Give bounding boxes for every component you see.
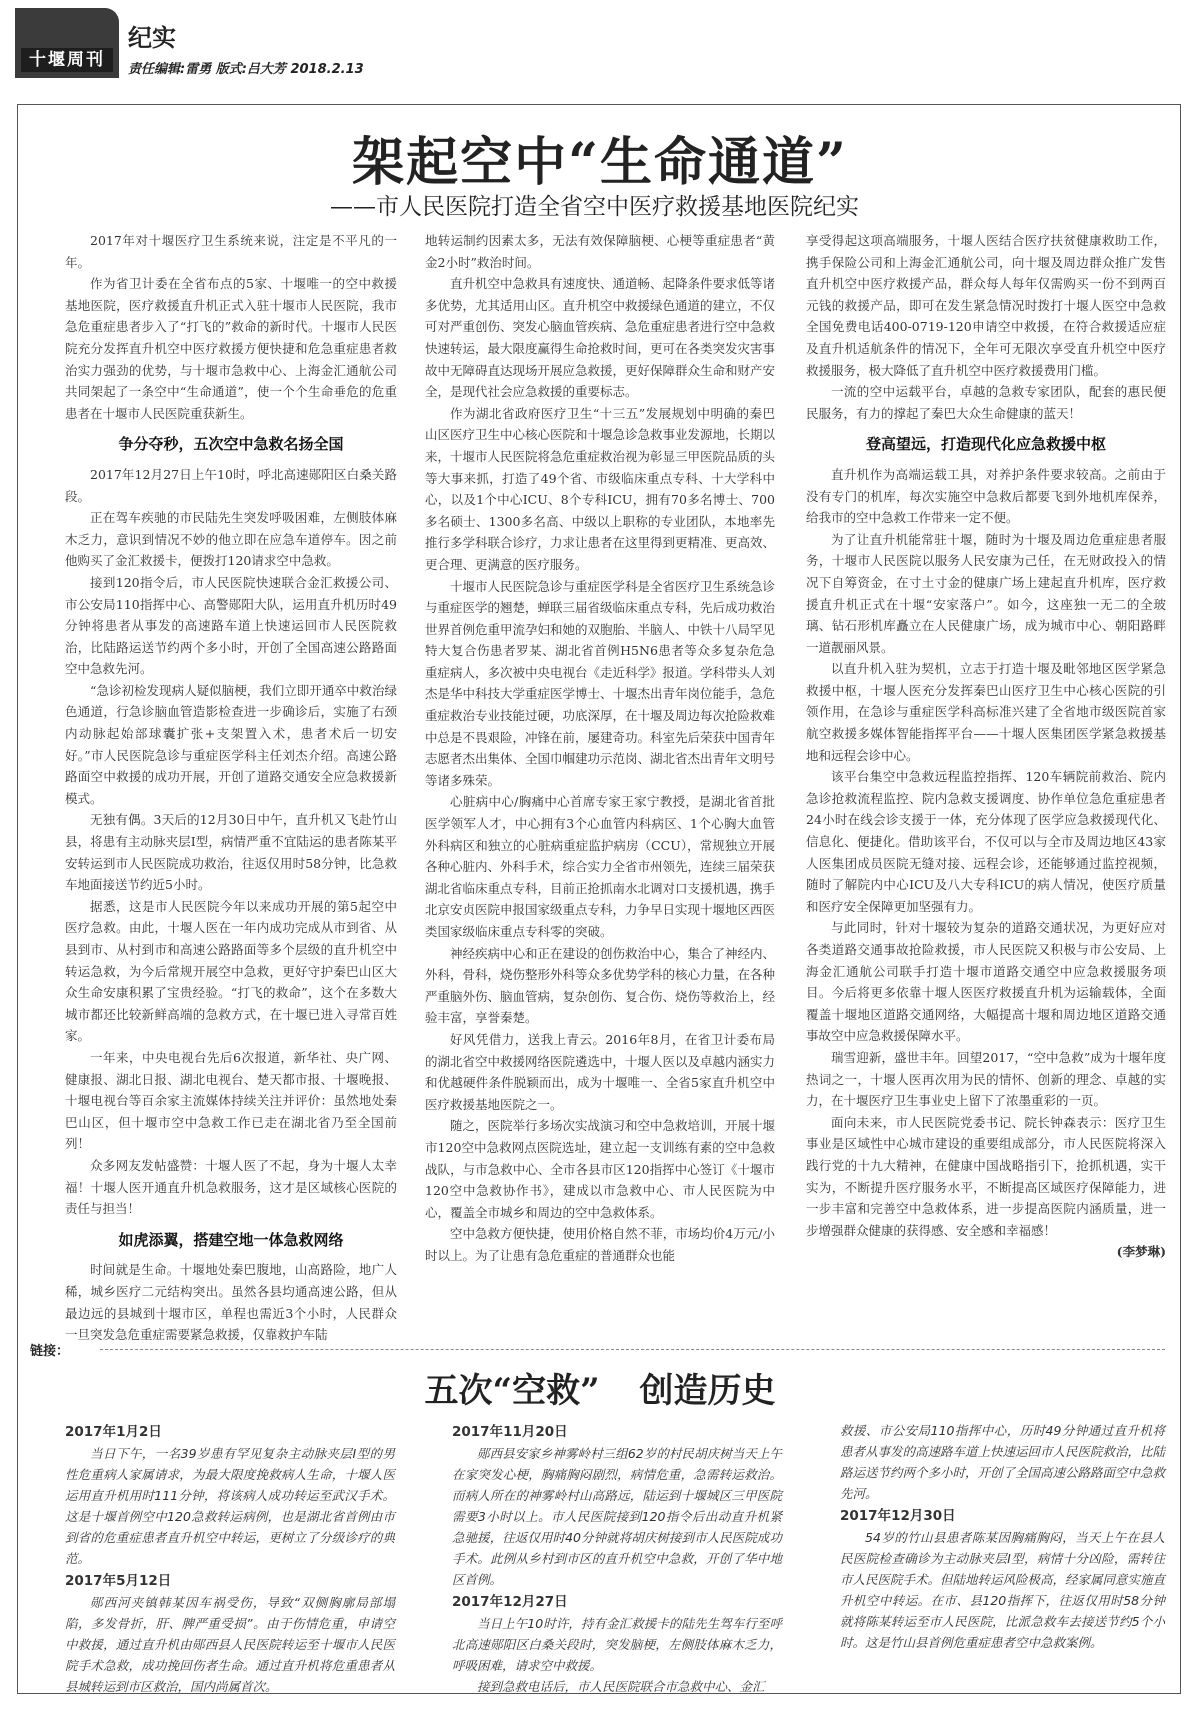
sidebar-column-2 <box>452 1420 782 1694</box>
section-heading: 如虎添翼，搭建空地一体急救网络 <box>118 1230 344 1249</box>
logo-text: 十堰周刊 <box>21 48 113 72</box>
sidebar-title-part1: 五次“空救” <box>424 1371 600 1411</box>
section-heading: 登高望远，打造现代化应急救援中枢 <box>865 435 1106 454</box>
section-heading: 争分夺秒，五次空中急救名扬全国 <box>118 435 344 454</box>
masthead <box>15 8 415 78</box>
paragraph: 享受得起这项高端服务，十堰人医结合医疗扶贫健康救助工作，携手保险公司和上海金汇通航公司，向十堰及周边群众推广发售直升机空中医疗救援产品，群众每人每年仅需购买一份不到两百元钱的救援产品，即可在发生紧急情况时拨打十堰人医空中急救全国免费电话400-0719-120申请空中救援，在符合救援适应症及直升机适航条件的情况下，全年可无限次享受直升机空中医疗救援服务，极大降低了直升机空中医疗救援费用门槛。 <box>806 233 1166 378</box>
paragraph: 直升机空中急救具有速度快、通道畅、起降条件要求低等诸多优势，尤其适用山区。直升机空中救援绿色通道的建立，不仅可对严重创伤、突发心脑血管疾病、急危重症患者进行空中急救快速转运，最大限度赢得生命抢救时间，更可在各类突发灾害事故中无障碍直达现场开展应急救援，更好保障群众生命和财产安全，是现代社会应急救援的重要标志。 <box>425 276 776 400</box>
article-column-2 <box>425 230 775 1315</box>
paragraph: 随之，医院举行多场次实战演习和空中急救培训，开展十堰市120空中急救网点医院选址，建立起一支训练有素的空中急救战队，与市急救中心、全市各县市区120指挥中心签订《十堰市120空中急救协作书》，建成以市急救中心、市人民医院为中心，覆盖全市城乡和周边的空中急救体系。 <box>425 1118 776 1220</box>
paragraph: 神经疾病中心和正在建设的创伤救治中心，集合了神经内、外科，骨科，烧伤整形外科等众多优势学科的核心力量，在各种严重脑外伤、脑血管病，复杂创伤、复合伤、烧伤等救治上，经验丰富，享誉秦楚。 <box>425 945 776 1026</box>
paragraph: 直升机作为高端运载工具，对养护条件要求较高。之前由于没有专门的机库，每次实施空中急救后都要飞到外地机库保养，给我市的空中急救工作带来一定不便。 <box>806 466 1166 526</box>
paragraph: 心脏病中心/胸痛中心首席专家王家宁教授，是湖北省首批医学领军人才，中心拥有3个心血管内科病区、1个心胸大血管外科病区和独立的心脏病重症监护病房（CCU），常规独立开展各种心脏内、外科手术，综合实力全省市州领先，连续三届荣获湖北省临床重点专科，目前正抢抓南水北调对口支援机遇，携手北京安贞医院申报国家级重点专科，力争早日实现十堰地区西医类国家级临床重点专科零的突破。 <box>425 794 776 939</box>
paragraph: 以直升机入驻为契机，立志于打造十堰及毗邻地区医学紧急救援中枢，十堰人医充分发挥秦巴山医疗卫生中心核心医院的引领作用，在急诊与重症医学科高标准兴建了全省地市级医院首家航空救援多媒体智能指挥平台——十堰人医集团医学紧急救援基地和远程会诊中心。 <box>806 661 1166 763</box>
paragraph: 作为湖北省政府医疗卫生“十三五”发展规划中明确的秦巴山区医疗卫生中心核心医院和十堰急诊急救事业发源地，长期以来，十堰市人民医院将急危重症救治视为彰显三甲医院品质的头等大事来抓，打造了49个省、市级临床重点专科、十大学科中心，以及1个中心ICU、8个专科ICU，拥有70多名博士、700多名硕士、1300多名高、中级以上职称的专业团队，本地率先推行多学科联合诊疗，力求让患者在这里得到更精准、更高效、更合理、更满意的医疗服务。 <box>425 405 776 572</box>
paragraph: 与此同时，针对十堰较为复杂的道路交通状况，为更好应对各类道路交通事故抢险救援，市人民医院又积极与市公安局、上海金汇通航公司联手打造十堰市道路交通空中应急救援服务项目。今后将更多依靠十堰人医医疗救援直升机为运输载体，全面覆盖十堰地区道路交通网络，大幅提高十堰和周边地区道路交通事故空中应急救援保障水平。 <box>806 920 1166 1044</box>
article-column-1 <box>65 230 397 1343</box>
paragraph: 正在驾车疾驰的市民陆先生突发呼吸困难，左侧肢体麻木乏力，意识到情况不妙的他立即在应急车道停车。因之前他购买了金汇救援卡，便拨打120请求空中急救。 <box>65 510 397 569</box>
paragraph: 接到120指令后，市人民医院快速联合金汇救援公司、市公安局110指挥中心、高警郧阳大队，运用直升机历时49分钟将患者从事发的高速路车道上快速运回市人民医院救治，比陆路运送节约两个多小时，开创了全国高速公路路面空中急救先河。 <box>65 574 397 677</box>
sidebar-title <box>0 1363 1200 1412</box>
paragraph: 2017年对十堰医疗卫生系统来说，注定是不平凡的一年。 <box>65 233 397 270</box>
paragraph: 54岁的竹山县患者陈某因胸痛胸闷，当天上午在县人民医院检查确诊为主动脉夹层Ⅰ型，病情十分凶险，需转往市人民医院手术。但陆地转运风险极高，经家属同意实施直升机空中转运。在市、县120指挥下，往返仅用时58分钟就将陈某转运至市人民医院，比派急救车去接送节约5个小时。这是竹山县首例危重症患者空中急救案例。 <box>840 1530 1166 1650</box>
event-date: 2017年11月20日 <box>452 1424 568 1440</box>
paragraph: 时间就是生命。十堰地处秦巴腹地，山高路险，地广人稀，城乡医疗二元结构突出。虽然各县均通高速公路，但从最边远的县城到十堰市区，单程也需近3个小时，人民群众一旦突发急危重症需要紧急救援，仅靠救护车陆 <box>65 1262 397 1343</box>
article-title: 架起空中“生命通道” <box>352 132 848 193</box>
article-column-3 <box>806 230 1166 1315</box>
event-date: 2017年5月12日 <box>65 1573 172 1589</box>
paragraph: “急诊初检发现病人疑似脑梗，我们立即开通卒中救治绿色通道，行急诊脑血管造影检查进一步确诊后，实施了右颈内动脉起始部球囊扩张+支架置入术，患者术后一切安好。”市人民医院急诊与重症医学科主任刘杰介绍。高速公路路面空中救援的成功开展，开创了道路交通安全应急救援新模式。 <box>65 682 397 806</box>
paragraph: 据悉，这是市人民医院今年以来成功开展的第5起空中医疗急救。由此，十堰人医在一年内成功完成从市到省、从县到市、从村到市和高速公路路面等多个层级的直升机空中转运急救，为今后常规开展空中急救，更好守护秦巴山区大众生命安康积累了宝贵经验。“打飞的救命”，这个在多数大城市都还比较新鲜高端的急救方式，在十堰已进入寻常百姓家。 <box>65 898 397 1044</box>
paragraph: 面向未来，市人民医院党委书记、院长钟森表示：医疗卫生事业是区域性中心城市建设的重要组成部分，市人民医院将深入践行党的十九大精神，在健康中国战略指引下，抢抓机遇，实干实为，不断提升医疗服务水平，不断提高区域医疗保障能力，进一步丰富和完善空中急救体系，进一步提高医院内涵质量，进一步增强群众健康的获得感、安全感和幸福感！ <box>806 1114 1166 1238</box>
paragraph: 该平台集空中急救远程监控指挥、120车辆院前救治、院内急诊抢救流程监控、院内急救支援调度、协作单位急危重症患者24小时在线会诊支援于一体，充分体现了医学应急救援现代化、信息化、便捷化。借助该平台，不仅可以与全市及周边地区43家人医集团成员医院无缝对接、远程会诊，还能够通过监控视频，随时了解院内中心ICU及八大专科ICU的病人情况，使医疗质量和医疗安全保障更加坚强有力。 <box>806 769 1166 914</box>
newspaper-logo <box>15 8 119 78</box>
paragraph: 众多网友发帖盛赞：十堰人医了不起，身为十堰人太幸福！十堰人医开通直升机急救服务，这才是区域核心医院的责任与担当！ <box>65 1157 397 1217</box>
paragraph: 当日上午10时许，持有金汇救援卡的陆先生驾车行至呼北高速郧阳区白桑关段时，突发脑梗，左侧肢体麻木乏力，呼吸困难，请求空中救援。 <box>452 1616 782 1673</box>
event-date: 2017年12月27日 <box>452 1594 568 1610</box>
paragraph: 瑞雪迎新，盛世丰年。回望2017，“空中急救”成为十堰年度热词之一，十堰人医再次用为民的情怀、创新的理念、卓越的实力，在十堰医疗卫生事业史上留下了浓墨重彩的一页。 <box>806 1049 1166 1109</box>
author-signature: (李梦琳) <box>1116 1244 1166 1260</box>
event-date: 2017年1月2日 <box>65 1424 162 1440</box>
paragraph: 一流的空中运载平台，卓越的急救专家团队，配套的惠民便民服务，有力的撑起了秦巴大众生命健康的蓝天！ <box>806 384 1166 421</box>
section-name: 纪实 <box>128 24 176 52</box>
paragraph: 救援、市公安局110指挥中心，历时49分钟通过直升机将患者从事发的高速路车道上快速运回市人民医院救治，比陆路运送节约两个多小时，开创了全国高速公路路面空中急救先河。 <box>840 1423 1166 1501</box>
event-date: 2017年12月30日 <box>840 1508 956 1524</box>
paragraph: 空中急救方便快捷，使用价格自然不菲，市场均价4万元/小时以上。为了让患有急危重症的普通群众也能 <box>425 1226 775 1263</box>
paragraph: 2017年12月27日上午10时，呼北高速郧阳区白桑关路段。 <box>65 466 397 504</box>
paragraph: 接到急救电话后，市人民医院联合市急救中心、金汇 <box>477 1679 765 1694</box>
paragraph: 地转运制约因素太多，无法有效保障脑梗、心梗等重症患者“黄金2小时”救治时间。 <box>425 233 775 270</box>
paragraph: 当日下午，一名39岁患有罕见复杂主动脉夹层Ⅰ型的男性危重病人家属请求，为最大限度挽救病人生命，十堰人医运用直升机用时111分钟，将该病人成功转运至武汉手术。这是十堰首例空中120急救转运病例，也是湖北省首例由市到省的危重症患者直升机空中转运，更树立了分级诊疗的典范。 <box>65 1446 395 1566</box>
sidebar-column-1 <box>65 1420 395 1694</box>
paragraph: 郧西县安家乡神雾岭村三组62岁的村民胡庆树当天上午在家突发心梗，胸痛胸闷剧烈，病情危重，急需转运救治。而病人所在的神雾岭村山高路远，陆运到十堰城区三甲医院需要3小时以上。市人民医院接到120指令后出动直升机紧急驰援，往返仅用时40分钟就将胡庆树接到市人民医院成功手术。此例从乡村到市区的直升机空中急救，开创了华中地区首例。 <box>452 1446 782 1587</box>
sidebar-column-3 <box>840 1420 1165 1685</box>
sidebar-label: 链接： <box>30 1344 70 1359</box>
credits-line: 责任编辑:雷勇 版式:吕大芳 2018.2.13 <box>128 62 364 77</box>
paragraph: 郧西河夹镇韩某因车祸受伤，导致“双侧胸廓局部塌陷，多发骨折，肝、脾严重受损”。由于伤情危重，申请空中救援，通过直升机由郧西县人民医院转运至十堰市人民医院手术急救，成功挽回伤者生命。通过直升机将危重患者从县城转运到市区救治，国内尚属首次。 <box>65 1595 395 1694</box>
sidebar-divider <box>100 1349 1165 1350</box>
paragraph: 作为省卫计委在全省布点的5家、十堰唯一的空中救援基地医院，医疗救援直升机正式入驻十堰市人民医院，我市急危重症患者步入了“打飞的”救命的新时代。十堰市人民医院充分发挥直升机空中医疗救援方便快捷和危急重症患者救治实力强劲的优势，与十堰市急救中心、上海金汇通航公司共同架起了一条空中“生命通道”，使一个个生命垂危的危重患者在十堰市人民医院重获新生。 <box>65 276 397 421</box>
paragraph: 无独有偶。3天后的12月30日中午，直升机又飞赴竹山县，将患有主动脉夹层Ⅰ型，病情严重不宜陆运的患者陈某平安转运到市人民医院成功救治，往返仅用时58分钟，比急救车地面接送节约近5小时。 <box>65 812 397 893</box>
paragraph: 为了让直升机能常驻十堰，随时为十堰及周边危重症患者服务，十堰市人民医院以服务人民安康为己任，在无财政投入的情况下自筹资金，在寸土寸金的健康广场上建起直升机库，医疗救援直升机正式在十堰“安家落户”。如今，这座独一无二的全玻璃、钻石形机库矗立在人民健康广场，成为城市中心、朝阳路畔一道靓丽风景。 <box>806 531 1166 655</box>
paragraph: 十堰市人民医院急诊与重症医学科是全省医疗卫生系统急诊与重症医学的翘楚，蝉联三届省级临床重点专科，先后成功救治世界首例危重甲流孕妇和她的双胞胎、半脑人、中铁十八局罕见特大复合伤患者罗某、湖北省首例H5N6患者等众多复杂危急重症病人，多次被中央电视台《走近科学》报道。学科带头人刘杰是华中科技大学重症医学博士、十堰杰出青年岗位能手，急危重症救治专业技能过硬，功底深厚，在十堰及周边每次抢险救难中总是不畏艰险，冲锋在前，屡建奇功。科室先后荣获中国青年志愿者杰出集体、全国巾帼建功示范岗、湖北省杰出青年文明号等诸多殊荣。 <box>425 578 776 788</box>
article-subtitle: ——市人民医院打造全省空中医疗救援基地医院纪实 <box>330 194 859 220</box>
paragraph: 一年来，中央电视台先后6次报道，新华社、央广网、健康报、湖北日报、湖北电视台、楚天都市报、十堰晚报、十堰电视台等百余家主流媒体持续关注并评价：虽然地处秦巴山区，但十堰市空中急救工作已走在湖北省乃至全国前列！ <box>65 1049 397 1152</box>
sidebar-title-part2: 创造历史 <box>639 1371 776 1411</box>
paragraph: 好风凭借力，送我上青云。2016年8月，在省卫计委布局的湖北省空中救援网络医院遴选中，十堰人医以及卓越内涵实力和优越硬件条件脱颖而出，成为十堰唯一、全省5家直升机空中医疗救援基地医院之一。 <box>425 1031 776 1112</box>
